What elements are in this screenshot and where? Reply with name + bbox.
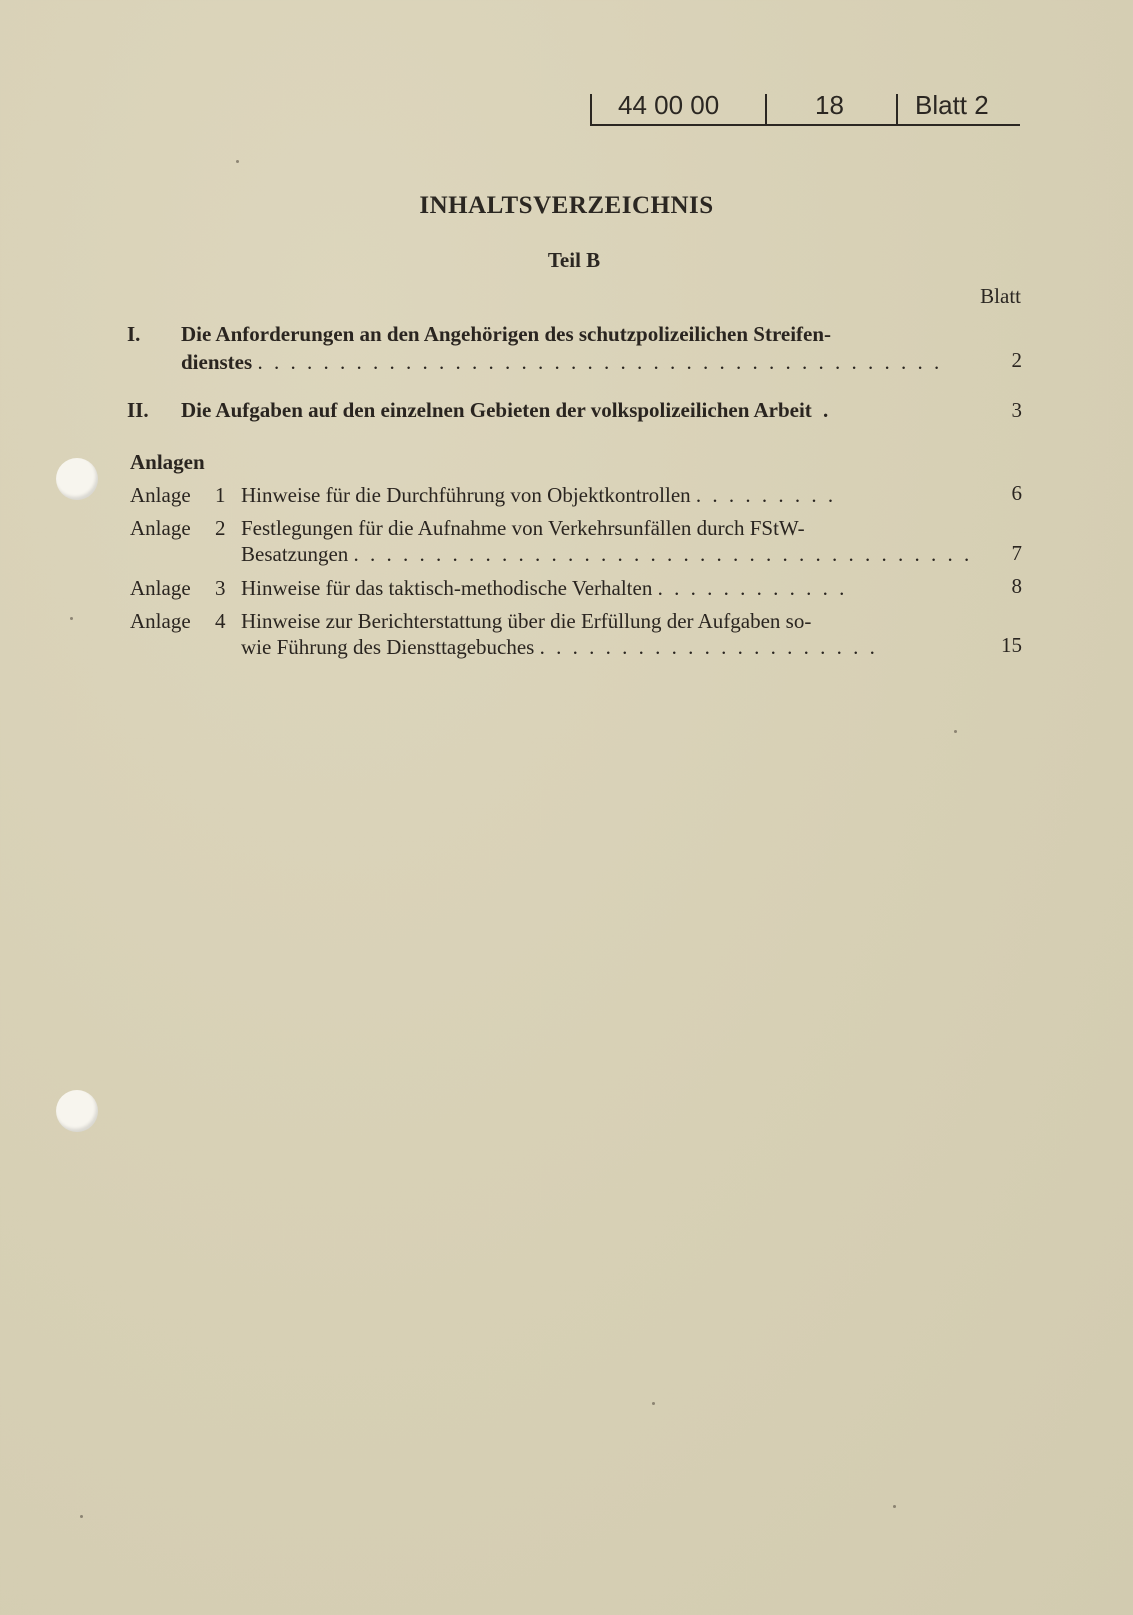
paper-speck [893, 1505, 896, 1508]
paper-speck [954, 730, 957, 733]
appendix-heading: Anlagen [130, 450, 205, 474]
code-box-underline [590, 124, 1020, 126]
paper-speck [236, 160, 239, 163]
appendix-entry [130, 515, 1022, 571]
appendix-title-line: Hinweise für die Durchführung von Objektkontrollen [241, 483, 691, 507]
appendix-title-line: Hinweise zur Berichterstattung über die Erfüllung der Aufgaben so- [241, 609, 812, 633]
appendix-title [241, 482, 983, 509]
toc-entry-title-continued [181, 348, 951, 376]
toc-entry-number: II. [127, 398, 149, 422]
document-number: 18 [815, 90, 844, 120]
appendix-number: 2 [215, 516, 226, 540]
appendix-title [241, 575, 983, 602]
toc-entry-title-line: Die Anforderungen an den Angehörigen des schutzpolizeilichen Streifen- [181, 322, 832, 346]
appendix-page: 7 [1011, 541, 1022, 565]
appendix-title-line: Besatzungen [241, 542, 349, 566]
document-code: 44 00 00 [618, 90, 720, 120]
appendix-number: 1 [215, 483, 226, 507]
appendix-title-line: Hinweise für das taktisch-methodische Verhalten [241, 576, 653, 600]
appendix-number: 3 [215, 576, 226, 600]
appendix-page: 15 [1001, 633, 1022, 657]
document-code-box [590, 88, 1020, 126]
sheet-number: Blatt 2 [915, 90, 989, 120]
appendix-label: Anlage [130, 576, 191, 600]
appendix-page: 6 [1011, 481, 1022, 505]
toc-entry-number: I. [127, 322, 141, 346]
toc-entry-page: 2 [1011, 348, 1022, 372]
appendix-entry [130, 482, 1022, 510]
appendix-title-line: wie Führung des Diensttagebuches [241, 635, 535, 659]
paper-speck [80, 1515, 83, 1518]
paper-speck [652, 1402, 655, 1405]
paper-speck [70, 617, 73, 620]
toc-leader-dots: . . . . . . . . . [695, 483, 837, 507]
appendix-page: 8 [1011, 574, 1022, 598]
appendix-label: Anlage [130, 609, 191, 633]
toc-entry-title [181, 396, 951, 424]
toc-leader-dots: . [823, 398, 832, 422]
toc-leader-dots: . . . . . . . . . . . . . . . . . . . . . . . . . . . . . . . . . . . . . . . . . . [257, 350, 943, 374]
toc-leader-dots: . . . . . . . . . . . . [657, 576, 848, 600]
toc-entry [127, 396, 1022, 426]
toc-entry-title-line: Die Aufgaben auf den einzelnen Gebieten der volkspolizeilichen Arbeit [181, 398, 812, 422]
toc-leader-dots: . . . . . . . . . . . . . . . . . . . . . [539, 635, 878, 659]
code-box-divider [896, 94, 898, 126]
appendix-title [241, 515, 983, 542]
code-box-divider [765, 94, 767, 126]
page-column-header: Blatt [980, 284, 1021, 308]
page-title: INHALTSVERZEICHNIS [419, 192, 714, 219]
appendix-number: 4 [215, 609, 226, 633]
appendix-title [241, 608, 983, 635]
punch-hole [56, 1090, 98, 1132]
page-subtitle: Teil B [547, 248, 601, 272]
toc-entry-title-line: dienstes [181, 350, 253, 374]
punch-hole [56, 458, 98, 500]
code-box-divider [590, 94, 592, 126]
toc-entry-title [181, 320, 951, 348]
toc-entry-page: 3 [1011, 398, 1022, 422]
appendix-title-line: Festlegungen für die Aufnahme von Verkehrsunfällen durch FStW- [241, 516, 805, 540]
appendix-entry [130, 608, 1022, 664]
toc-leader-dots: . . . . . . . . . . . . . . . . . . . . . . . . . . . . . . . . . . . . . . [353, 542, 973, 566]
toc-entry [127, 320, 1022, 380]
appendix-label: Anlage [130, 516, 191, 540]
appendix-entry [130, 575, 1022, 603]
appendix-label: Anlage [130, 483, 191, 507]
appendix-title-continued [241, 541, 983, 568]
appendix-title-continued [241, 634, 983, 661]
